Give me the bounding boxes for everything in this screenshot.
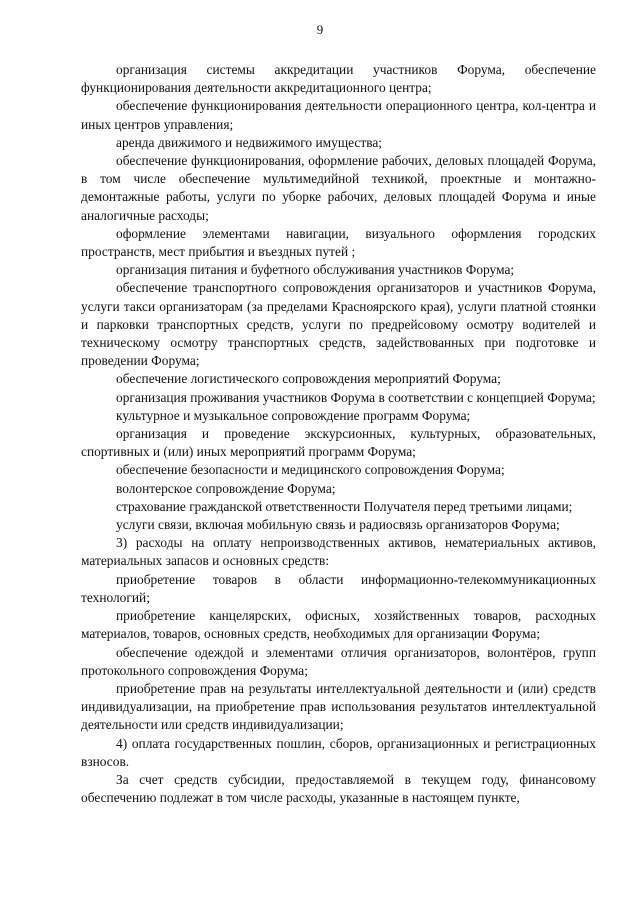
paragraph-8: обеспечение логистического сопровождения мероприятий Форума; (116, 371, 501, 387)
paragraph-20: приобретение прав на результаты интеллектуальной деятельности и (или) средств индивидуализации, на приобретение прав использования результатов интеллектуальной деятельности или средств индивидуализации; (81, 680, 596, 733)
page-number: 9 (316, 22, 324, 37)
paragraph-3: аренда движимого и недвижимого имущества; (116, 134, 383, 150)
paragraph-14: страхование гражданской ответственности Получателя перед третьими лицами; (116, 498, 573, 514)
document-body (81, 61, 596, 807)
paragraph-1: организация системы аккредитации участников Форума, обеспечение функционирования деятельности аккредитационного центра; (81, 62, 596, 96)
paragraph-16: 3) расходы на оплату непроизводственных активов, нематериальных активов, материальных запасов и основных средств: (81, 535, 596, 569)
paragraph-18: приобретение канцелярских, офисных, хозяйственных товаров, расходных материалов, товаров, основных средств, необходимых для организации Форума; (81, 608, 596, 642)
paragraph-22: За счет средств субсидии, предоставляемой в текущем году, финансовому обеспечению подлежат в том числе расходы, указанные в настоящем пункте, (81, 771, 596, 806)
paragraph-6: организация питания и буфетного обслуживания участников Форума; (116, 262, 515, 278)
paragraph-5: оформление элементами навигации, визуального оформления городских пространств, мест прибытия и въездных путей ; (81, 225, 596, 260)
paragraph-11: организация и проведение экскурсионных, культурных, образовательных, спортивных и (или) иных мероприятий программ Форума; (81, 426, 596, 460)
paragraph-15: услуги связи, включая мобильную связь и радиосвязь организаторов Форума; (116, 517, 560, 533)
paragraph-7: обеспечение транспортного сопровождения организаторов и участников Форума, услуги такси организаторам (за пределами Красноярского края), услуги платной стоянки и парковки транспортных средств, услуги по предрейсовому осмотру водителей и техническому осмотру транспортных средств, задействованных при подготовке и проведении Форума; (81, 280, 596, 369)
paragraph-12: обеспечение безопасности и медицинского сопровождения Форума; (116, 462, 505, 478)
paragraph-9: организация проживания участников Форума в соответствии с концепцией Форума; (116, 389, 596, 405)
paragraph-19: обеспечение одеждой и элементами отличия организаторов, волонтёров, групп протокольного сопровождения Форума; (81, 644, 596, 678)
paragraph-21: 4) оплата государственных пошлин, сборов, организационных и регистрационных взносов. (81, 735, 596, 769)
paragraph-13: волонтерское сопровождение Форума; (116, 480, 336, 496)
paragraph-4: обеспечение функционирования, оформление рабочих, деловых площадей Форума, в том числе обеспечение мультимедийной техникой, проектные и монтажно-демонтажные работы, услуги по уборке рабочих, деловых площадей Форума и иные аналогичные расходы; (81, 153, 596, 223)
paragraph-17: приобретение товаров в области информационно-телекоммуникационных технологий; (81, 571, 596, 605)
paragraph-2: обеспечение функционирования деятельности операционного центра, кол-центра и иных центров управления; (81, 98, 596, 132)
paragraph-10: культурное и музыкальное сопровождение программ Форума; (116, 407, 471, 423)
